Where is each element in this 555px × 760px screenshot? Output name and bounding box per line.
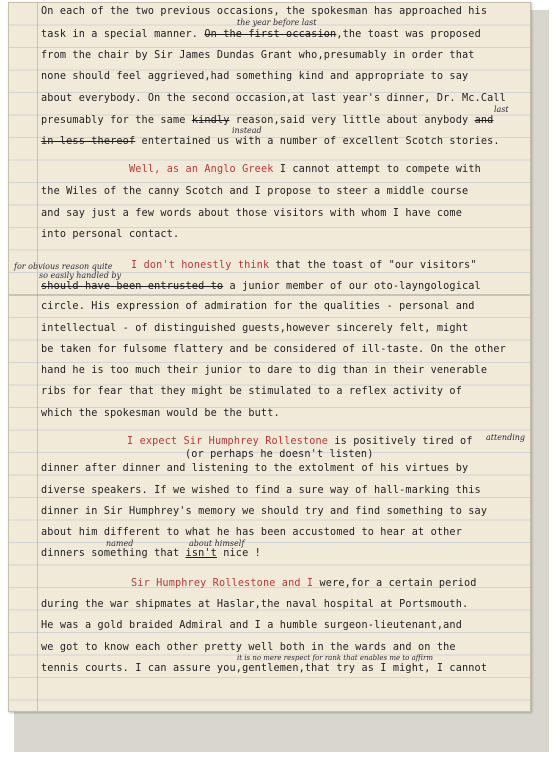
text-line: diverse speakers. If we wished to find a sure way of hall-marking this	[41, 485, 481, 496]
handwritten-note: the year before last	[237, 18, 317, 27]
text-line: (or perhaps he doesn't listen)	[185, 449, 374, 460]
text-line: presumably for the same kindly reason,said very little about anybody and	[41, 115, 494, 126]
handwritten-note: about himself	[189, 539, 245, 548]
text-line: be taken for fulsome flattery and be considered of ill-taste. On the other	[41, 344, 506, 355]
paper-fold	[9, 294, 530, 296]
text-line: dinners something that isn't nice !	[41, 548, 261, 559]
text-line: in less thereof entertained us with a number of excellent Scotch stories.	[41, 136, 500, 147]
text-line: hand he is too much their junior to dare to dig than in their venerable	[41, 365, 488, 376]
handwritten-note: named	[106, 539, 134, 548]
text-line: should have been entrusted to a junior member of our oto-layngological	[41, 281, 481, 292]
handwritten-note: last	[494, 105, 509, 114]
text-line: He was a gold braided Admiral and I a humble surgeon-lieutenant,and	[41, 620, 462, 631]
text-line: about everybody. On the second occasion,at last year's dinner, Dr. Mc.Call	[41, 93, 506, 104]
typed-page	[8, 2, 531, 712]
text-line: Well, as an Anglo Greek I cannot attempt to compete with	[129, 164, 481, 175]
text-line: the Wiles of the canny Scotch and I propose to steer a middle course	[41, 186, 469, 197]
text-line: from the chair by Sir James Dundas Grant who,presumably in order that	[41, 50, 475, 61]
text-line: I expect Sir Humphrey Rollestone is positively tired of	[127, 436, 473, 447]
text-line: ribs for fear that they might be stimulated to a reflex activity of	[41, 386, 462, 397]
handwritten-note: so easily handled by	[39, 271, 122, 280]
text-line: Sir Humphrey Rollestone and I were,for a certain period	[131, 578, 477, 589]
text-line: dinner in Sir Humphrey's memory we should try and find something to say	[41, 506, 488, 517]
handwritten-note: instead	[232, 126, 262, 135]
text-line: tennis courts. I can assure you,gentlemen,that try as I might, I cannot	[41, 663, 488, 674]
handwritten-note: for obvious reason quite	[14, 262, 113, 271]
margin-rule	[37, 3, 38, 711]
text-line: which the spokesman would be the butt.	[41, 408, 280, 419]
text-line: about him different to what he has been accustomed to hear at other	[41, 527, 462, 538]
text-line: I don't honestly think that the toast of "our visitors"	[131, 260, 477, 271]
text-line: into personal contact.	[41, 229, 180, 240]
text-line: circle. His expression of admiration for the qualities - personal and	[41, 301, 475, 312]
text-line: dinner after dinner and listening to the extolment of his virtues by	[41, 463, 469, 474]
handwritten-note: attending	[486, 433, 526, 442]
text-line: none should feel aggrieved,had something kind and appropriate to say	[41, 71, 469, 82]
handwritten-note: it is no mere respect for rank that enables me to affirm	[237, 654, 433, 662]
text-line: intellectual - of distinguished guests,however sincerely felt, might	[41, 323, 469, 334]
text-line: and say just a few words about those visitors with whom I have come	[41, 208, 462, 219]
text-line: during the war shipmates at Haslar,the naval hospital at Portsmouth.	[41, 599, 469, 610]
text-line: we got to know each other pretty well both in the wards and on the	[41, 642, 456, 653]
text-line: task in a special manner. On the first occasion,the toast was proposed	[41, 29, 481, 40]
text-line: On each of the two previous occasions, the spokesman has approached his	[41, 6, 488, 17]
